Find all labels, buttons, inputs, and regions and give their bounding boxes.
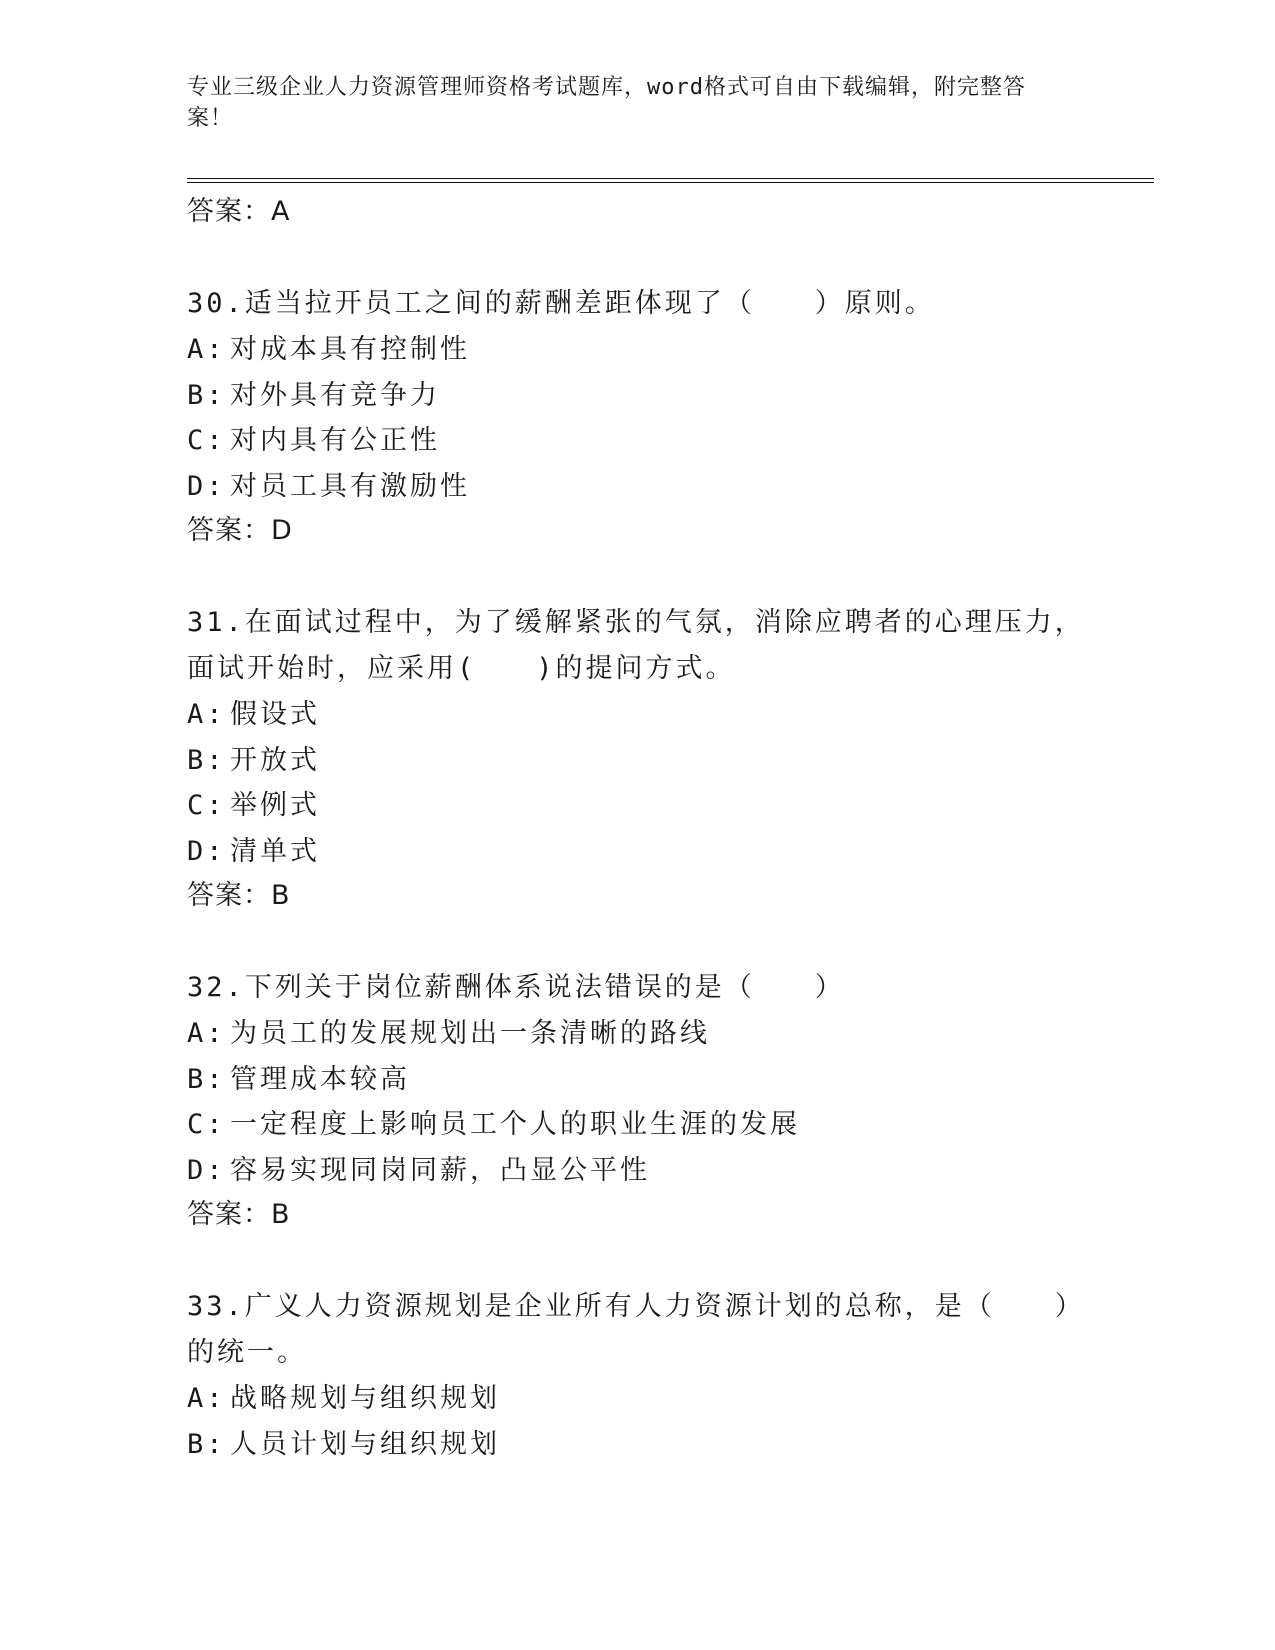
option-text: 管理成本较高 — [230, 1063, 410, 1095]
option-letter: A: — [187, 334, 226, 365]
option-c — [187, 783, 1087, 829]
option-text: 一定程度上影响员工个人的职业生涯的发展 — [230, 1109, 800, 1140]
answer-line: 答案：B — [187, 880, 291, 911]
option-c — [187, 418, 1087, 464]
option-text: 战略规划与组织规划 — [230, 1383, 500, 1414]
question-stem: 33.广义人力资源规划是企业所有人力资源计划的总称，是（ ）的统一。 — [187, 1291, 1085, 1368]
answer-line: 答案：A — [187, 196, 291, 227]
option-a — [187, 1376, 1087, 1422]
header-rule-bottom — [187, 182, 1154, 183]
option-a — [187, 327, 1087, 373]
option-letter: C: — [187, 425, 226, 456]
question-32 — [187, 965, 1087, 1237]
question-list — [187, 190, 1087, 1467]
header-text: 专业三级企业人力资源管理师资格考试题库，word格式可自由下载编辑，附完整答案！ — [187, 75, 1026, 131]
option-letter: D: — [187, 470, 226, 502]
answer-line: 答案：B — [187, 1199, 291, 1230]
option-d — [187, 1148, 1087, 1194]
option-c — [187, 1102, 1087, 1148]
option-letter: B: — [187, 1428, 226, 1460]
option-d — [187, 464, 1087, 510]
document-header — [187, 72, 1067, 134]
option-b — [187, 1057, 1087, 1103]
option-letter: B: — [187, 379, 226, 411]
option-text: 开放式 — [230, 744, 320, 776]
option-letter: B: — [187, 744, 226, 776]
option-text: 为员工的发展规划出一条清晰的路线 — [230, 1018, 710, 1049]
option-letter: A: — [187, 699, 226, 730]
option-b — [187, 1422, 1087, 1468]
option-text: 举例式 — [230, 790, 320, 821]
question-33 — [187, 1284, 1087, 1467]
option-d — [187, 829, 1087, 875]
option-letter: D: — [187, 835, 226, 867]
option-letter: D: — [187, 1154, 226, 1186]
option-letter: C: — [187, 790, 226, 821]
option-text: 人员计划与组织规划 — [230, 1428, 500, 1460]
question-stem: 32.下列关于岗位薪酬体系说法错误的是（ ） — [187, 972, 845, 1003]
option-b — [187, 373, 1087, 419]
option-b — [187, 738, 1087, 784]
question-31 — [187, 600, 1087, 918]
option-text: 容易实现同岗同薪，凸显公平性 — [230, 1154, 650, 1186]
option-a — [187, 1011, 1087, 1057]
option-text: 对员工具有激励性 — [230, 470, 470, 502]
option-text: 对成本具有控制性 — [230, 334, 470, 365]
option-a — [187, 692, 1087, 738]
option-letter: B: — [187, 1063, 226, 1095]
question-stem: 31.在面试过程中，为了缓解紧张的气氛，消除应聘者的心理压力，面试开始时，应采用( )的提问方式。 — [187, 607, 1085, 684]
header-rule-top — [187, 178, 1154, 179]
option-letter: C: — [187, 1109, 226, 1140]
option-text: 对外具有竞争力 — [230, 379, 440, 411]
option-text: 对内具有公正性 — [230, 425, 440, 456]
question-stem: 30.适当拉开员工之间的薪酬差距体现了（ ）原则。 — [187, 288, 935, 319]
option-text: 清单式 — [230, 835, 320, 867]
option-text: 假设式 — [230, 699, 320, 730]
answer-line: 答案：D — [187, 515, 293, 546]
option-letter: A: — [187, 1383, 226, 1414]
option-letter: A: — [187, 1018, 226, 1049]
question-30 — [187, 281, 1087, 553]
